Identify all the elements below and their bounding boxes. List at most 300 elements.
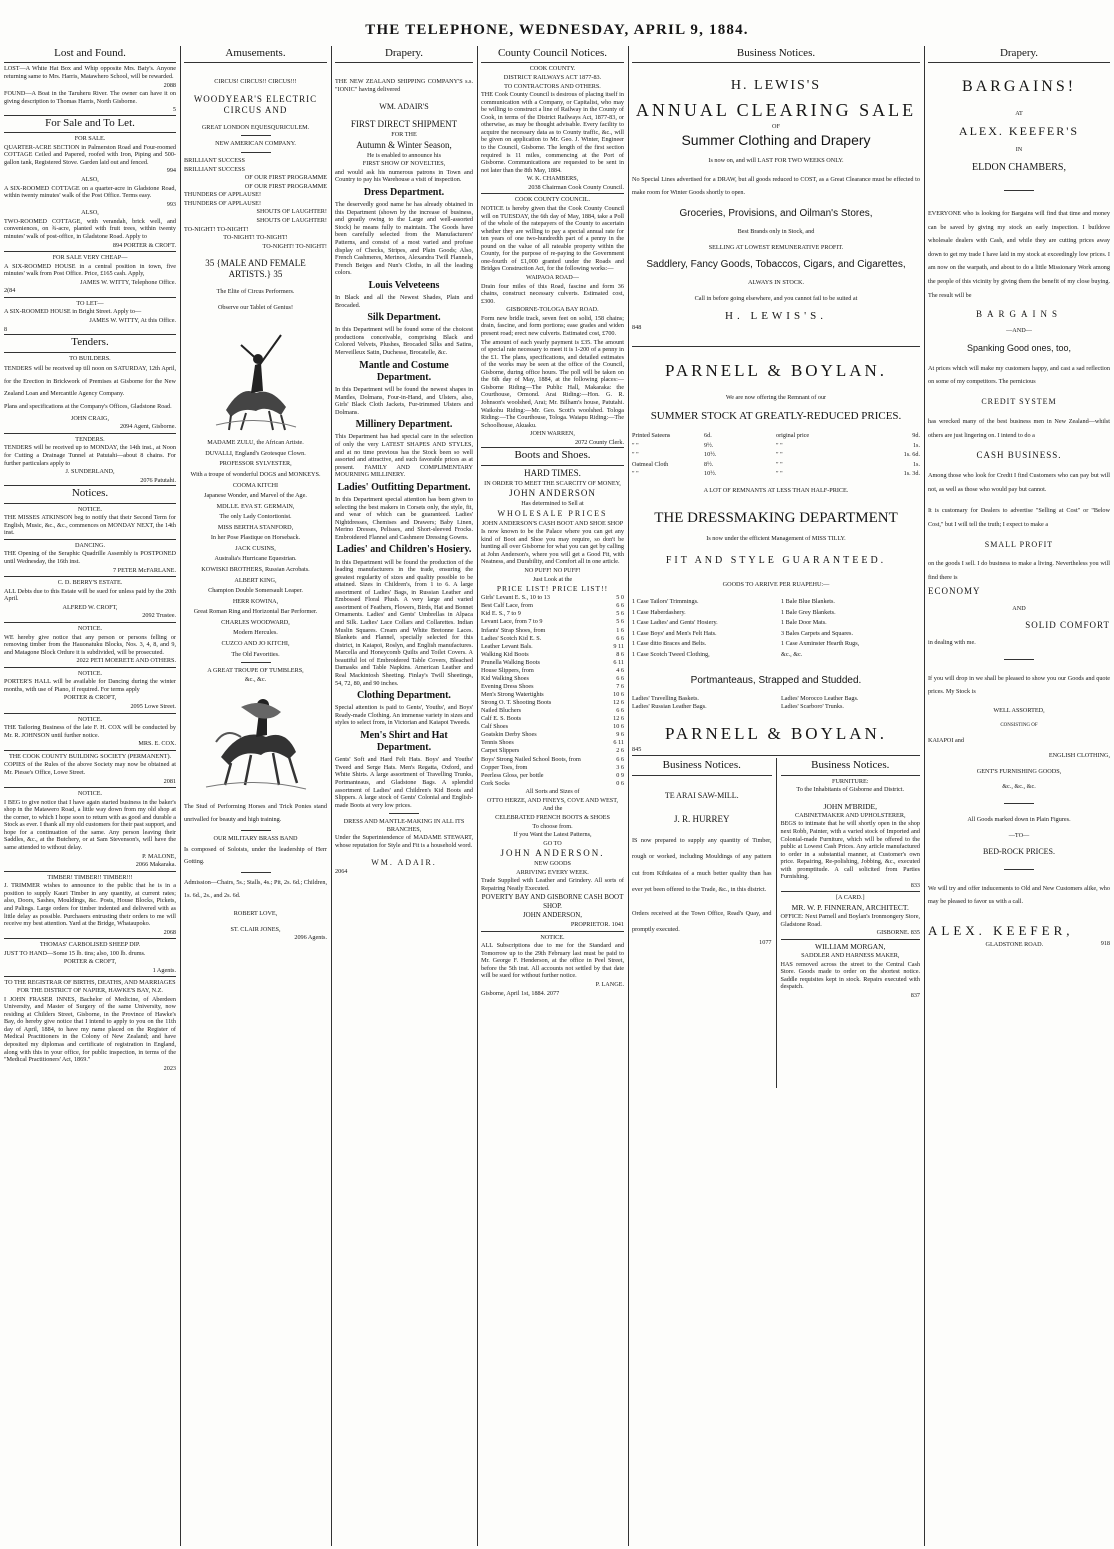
keefer-text: has wrecked many of the best business men in New Zealand—whilst others are just lingering on. I intend to do a: [928, 417, 1110, 439]
section-heading: For Sale and To Let.: [4, 115, 176, 133]
ad-heading: TO LET—: [76, 299, 104, 307]
notice-text: THE Cook County Council is desirous of placing itself in communication with a Company, or Capitalist, who may be willing to construct a line of Railway in the County of Cook, in terms of the District Railways Act, 1877-83, or otherwise, as may be thought advisable. Every facility to acquire the necessary data as to County traffic, &c., will be given on application to Mr. Geo. J. Winter, Engineer to the Council, Gisborne. The length of the first section required is 11 miles, commencing at the Port of Gisborne. Communications are requested to be sent in not later than the 8th May, 1884.: [481, 91, 624, 174]
column-rule: [924, 46, 925, 1546]
boots-name: JOHN ANDERSON: [509, 488, 596, 499]
masthead: [0, 0, 1114, 44]
column-rule: [180, 46, 181, 1546]
promo-line: TO-NIGHT! TO-NIGHT!: [184, 225, 249, 233]
section-heading: Drapery.: [928, 46, 1110, 63]
adair-line: FOR THE: [391, 131, 417, 139]
ad-text: COPIES of the Rules of the above Society may now be obtained at Mr. Piesse's Office, Lowe Street.: [4, 761, 176, 776]
divider: [241, 662, 271, 663]
keefer-bargains-2: BARGAINS: [975, 309, 1062, 320]
keefer-text: It is customary for Dealers to advertise "Selling at Cost" or "Below Cost," but I will tell the truth; I expect to make a: [928, 507, 1110, 529]
divider: [4, 667, 176, 668]
hurrey-text: Orders received at the Town Office, Read's Quay, and promptly executed.: [632, 909, 772, 933]
price-row: [481, 594, 624, 602]
keefer-cash-business: CASH BUSINESS.: [976, 450, 1062, 461]
circus-tagline: The Elite of Circus Performers.: [216, 288, 295, 296]
price-item-name: Kid E. S., 7 to 9: [481, 610, 521, 618]
ad-text: THE Tailoring Business of the late F. H. COX will be conducted by Mr. R. JOHNSON until further notice.: [4, 724, 176, 739]
price-list-heading: PRICE LIST! PRICE LIST!!: [496, 584, 609, 594]
adair-line: FIRST SHOW OF NOVELTIES,: [362, 160, 446, 168]
pb-price-cell: " ": [632, 470, 639, 478]
ad-heading: NOTICE.: [77, 624, 103, 632]
pb-case-item: 3 Bales Carpets and Squares.: [781, 629, 853, 637]
price-item-value: 9 11: [613, 642, 624, 650]
dept-text: In this Department will be found the newest shapes in Mantles, Dolmans, Four-in-Hand, and Ulsters, also, Girls' Black Cloth Jackets, Fur-trimmed Ulsters and Dolmans.: [335, 385, 473, 416]
boots-line: JOHN ANDERSON,: [522, 911, 583, 920]
column-lost-found: [4, 46, 176, 1546]
pb-cases: [632, 595, 920, 661]
lewis-text: No Special Lines advertised for a DRAW, but all goods reduced to COST, as a Great Clearance must be effected to make room for Winter Goods shortly to open.: [632, 175, 920, 197]
pb-price-row: [632, 451, 920, 459]
section-heading: Lost and Found.: [4, 46, 176, 63]
ad-number: 845: [632, 745, 642, 753]
boots-line: NEW GOODS: [534, 860, 571, 868]
keefer-line: IN: [1015, 146, 1023, 154]
price-row: [481, 699, 624, 707]
price-item-name: Cork Socks: [481, 779, 510, 787]
ad-text: TENDERS will be received up to MONDAY, the 14th inst., at Noon for Cutting a Drainage Tunnel at Patutahi—about 8 chains. For further particulars apply to: [4, 444, 176, 467]
ad-signature: MRS. E. COX.: [138, 740, 176, 748]
ad-signature: 2076 Patutahi.: [140, 476, 176, 484]
dept-text: In Black and all the Newest Shades, Plain and Brocaded.: [335, 294, 473, 309]
boots-line: All Sorts and Sizes of: [525, 788, 580, 796]
promo-line: SHOUTS OF LAUGHTER!: [256, 216, 327, 224]
price-item-name: Boys' Strong Nailed School Boots, from: [481, 755, 581, 763]
notice-signature: P. LANGE.: [595, 980, 624, 988]
price-item-value: 5 0: [616, 594, 624, 602]
act-item: KOWISKI BROTHERS, Russian Acrobats.: [201, 566, 310, 574]
ad-number: 2068: [163, 928, 176, 936]
ad-number: 8: [4, 325, 8, 333]
price-row: [481, 707, 624, 715]
pb-dressmaking: THE DRESSMAKING DEPARTMENT: [654, 509, 898, 526]
act-item: PROFESSOR SYLVESTER,: [219, 460, 292, 468]
price-item-value: 7 6: [616, 682, 624, 690]
keefer-line: WELL ASSORTED,: [993, 707, 1045, 715]
notice-text: NOTICE is hereby given that the Cook County Council will on TUESDAY, the 6th day of May, 1884, take a Poll of the whole of the ratepayers of the County to ascertain whether they are willing to pay a special annual rate for ten years of one two-hundredth part of a penny in the pound on the value of all rateable property within the County, for the purpose of re-paying to the Government one-fourth of £1,000 granted under the Roads and Bridges Construction Act, for the following works:—: [481, 204, 624, 273]
promo-line: OF OUR FIRST PROGRAMME: [244, 174, 327, 182]
dept-text: The deservedly good name he has already obtained in this Department (shown by the increase of business, and greatly owing to the Large and well-assorted Stock) he means fully to maintain. The Goods have been carefully selected from the Manufacturers' Patterns, and consist of a most varied and profuse display of Checks, Stripes, and Plain Goods; Also, French Cashmeres, Merinos, Alexandra Twill Flannels, French Beiges and Nun's Cloths, in all the leading colors.: [335, 201, 473, 277]
promo-line: SHOUTS OF LAUGHTER!: [256, 208, 327, 216]
boots-line: And the: [542, 805, 563, 813]
dressmaking-heading: DRESS AND MANTLE-MAKING IN ALL ITS BRANCHES,: [343, 818, 465, 833]
dept-heading: Clothing Department.: [357, 690, 451, 702]
pb-case-item: 1 Case Axminster Hearth Rugs,: [781, 640, 860, 648]
dept-heading: Mantle and Costume Department.: [359, 359, 449, 383]
price-item-name: Carpet Slippers: [481, 747, 520, 755]
boots-text: Trade Supplied with Leather and Grindery. All sorts of Repairing Neatly Executed.: [481, 877, 624, 892]
ad-number: 2023: [163, 1064, 176, 1072]
price-item-value: 6 6: [616, 755, 624, 763]
mbride-name: JOHN M'BRIDE,: [823, 801, 877, 811]
boots-line: Has determined to Sell at: [521, 500, 584, 508]
pb-bag-item: Ladies' Scarboro' Trunks.: [781, 703, 844, 711]
ad-heading: NOTICE.: [77, 505, 103, 513]
ad-text: TENDERS will be received up till noon on SATURDAY, 12th April, for the Erection in Brickwork of Premises at Gisborne for the New Zealand Loan and Mercantile Agency Company.: [4, 365, 176, 397]
ad-heading: NOTICE.: [77, 669, 103, 677]
mbride-text: BEGS to intimate that he will shortly open in the shop next Robb, Painter, with a varied stock of Imported and Colonial-made Furniture, which will be offered to the public at Lowest Cash Prices. Any article manufactured to order in a substantial manner, at Customer's own price. Repairing, Re-polishing, Jobbing, &c., executed with promptitude. A call solicited from Parties Furnishing.: [780, 820, 920, 881]
ad-signature: J. SUNDERLAND,: [65, 468, 115, 476]
circus-banner: CIRCUS! CIRCUS!! CIRCUS!!!: [214, 78, 297, 86]
keefer-solid-comfort: SOLID COMFORT: [1025, 620, 1110, 631]
ad-heading: ALSO,: [81, 176, 99, 183]
ad-number: 2064: [335, 868, 348, 876]
notice-heading: NOTICE.: [540, 933, 565, 941]
price-item-name: Tennis Shoes: [481, 739, 514, 747]
divider: [1004, 869, 1034, 870]
pb-bag-item: Ladies' Morocco Leather Bags.: [781, 694, 859, 702]
pb-price-row: [632, 461, 920, 469]
lewis-name: H. LEWIS'S.: [725, 309, 827, 322]
pb-case-item: 1 Case Ladies' and Gents' Hosiery.: [632, 619, 718, 627]
divider: [4, 433, 176, 434]
keefer-line: AT: [1015, 109, 1023, 117]
promo-line: BRILLIANT SUCCESS: [184, 165, 245, 173]
act-item: The Old Favorities.: [231, 650, 280, 658]
price-row: [481, 731, 624, 739]
dept-text: In this Department special attention has been given to selecting the best makers in Corsets only, the style, fit, and wear of which can be guaranteed. Ladies' Nightdresses, Chemises and Drawers; Baby Linen, Merino Dresses, Pelisses, and Short-sleeved Frocks. Embroidered Flannel and Cashmere Dressing Gowns.: [335, 495, 473, 541]
pb-price-cell: " ": [776, 451, 783, 459]
section-heading: Amusements.: [184, 46, 327, 63]
ad-text: JUST TO HAND—Some 15 lb. tins; also, 100 lb. drums.: [4, 949, 146, 957]
keefer-name: ALEX. KEEFER'S: [958, 124, 1080, 139]
keefer-text: We will try and offer inducements to Old and New Customers alike, who may be pleased to favor us with a call.: [928, 884, 1110, 906]
notice-signature: W. K. CHAMBERS,: [526, 175, 579, 183]
pb-case-item: 1 Bale Door Mats.: [781, 619, 827, 627]
adair-name: WM. ADAIR'S: [379, 101, 429, 111]
column-business-notices: [632, 46, 920, 1546]
price-item-name: Best Calf Lace, from: [481, 602, 533, 610]
pb-price-cell: 10½.: [704, 470, 717, 478]
act-item: MADAME ZULU, the African Artiste.: [207, 439, 304, 447]
ad-text: LOST—A White Hat Box and Whip opposite Mrs. Baty's. Anyone returning same to Mrs. Harris, Matawhero School, will be rewarded.: [4, 65, 176, 80]
agent-name: ROBERT LOVE,: [233, 910, 278, 918]
pb-price-cell: 1s. 6d.: [903, 451, 920, 459]
act-item: Champion Double Somersault Leaper.: [208, 587, 303, 595]
ad-number: 2(84: [4, 287, 16, 295]
pb-case-item: 1 Case Tailors' Trimmings.: [632, 598, 699, 606]
price-item-name: Goatskin Derby Shoes: [481, 731, 537, 739]
price-item-value: 5 6: [616, 610, 624, 618]
divider: [4, 787, 176, 788]
price-row: [481, 659, 624, 667]
ad-number: 2096 Agents.: [294, 934, 327, 942]
ad-text: ALL Debts due to this Estate will be sued for unless paid by the 20th April.: [4, 587, 176, 603]
divider: [4, 539, 176, 540]
ad-signature: JAMES W. WITTY, At this Office.: [89, 317, 176, 324]
mbride-trade: CABINETMAKER AND UPHOLSTERER,: [794, 811, 906, 819]
boots-line: PROPRIETOR. 1041: [570, 921, 624, 929]
pb-line: Is now under the efficient Management of MISS TILLY.: [706, 534, 846, 542]
act-item: DUVALLI, England's Grotesque Clown.: [205, 449, 306, 457]
ad-text: THE Opening of the Seraphic Quadrille Assembly is POSTPONED until Wednesday, the 16th inst.: [4, 550, 176, 565]
boots-line: If you Want the Latest Patterns,: [513, 831, 592, 839]
keefer-line: &c., &c., &c.: [1002, 783, 1036, 791]
price-row: [481, 618, 624, 626]
pb-remnants: A LOT OF REMNANTS AT LESS THAN HALF-PRICE.: [703, 487, 849, 495]
keefer-line: All Goods marked down in Plain Figures.: [967, 815, 1071, 823]
ad-number: 2081: [163, 777, 176, 785]
notice-signature: 2072 County Clerk.: [575, 438, 624, 446]
act-item: Japanese Wonder, and Marvel of the Age.: [204, 492, 307, 500]
keefer-economy: ECONOMY: [928, 585, 981, 596]
act-item: MISS BERTHA STANFORD,: [217, 523, 294, 531]
finneran-name: MR. W. P. FINNERAN, ARCHITECT.: [791, 903, 909, 913]
pb-price-cell: " ": [632, 441, 639, 449]
section-heading: County Council Notices.: [481, 46, 624, 63]
pb-line: GOODS TO ARRIVE PER RUAPEHU:—: [722, 580, 830, 588]
sawmill-name: TE ARAI SAW-MILL.: [664, 790, 739, 800]
ad-heading: THOMAS' CARBOLISED SHEEP DIP.: [39, 941, 141, 949]
divider: [389, 813, 419, 814]
keefer-text: on the goods I sell. I do business to make a living. Nevertheless you will find there is: [928, 560, 1110, 582]
section-heading: Tenders.: [4, 334, 176, 352]
pb-price-cell: " ": [632, 451, 639, 459]
price-row: [481, 756, 624, 764]
notice-signature: 2038 Chairman Cook County Council.: [528, 183, 624, 191]
pb-cases-right: [781, 595, 920, 661]
lewis-name: H. LEWIS'S: [730, 78, 822, 94]
ad-text: A SIX-ROOMED COTTAGE on a quarter-acre in Gladstone Road, within twenty minutes' walk of the Post Office. Terms easy.: [4, 184, 176, 200]
boots-name: JOHN ANDERSON.: [500, 848, 605, 859]
circus-name: WOODYEAR'S ELECTRIC CIRCUS AND: [193, 93, 318, 115]
price-item-value: 10 6: [613, 723, 624, 731]
card-label: [A CARD.]: [835, 894, 865, 902]
ad-text: QUARTER-ACRE SECTION in Palmerston Road and Four-roomed COTTAGE Ceiled and Papered, roofed with Iron, Piping and 500-gallon tank, Registered Stove. Garden laid out and fenced.: [4, 143, 176, 166]
pb-summer-stock: SUMMER STOCK AT GREATLY-REDUCED PRICES.: [650, 409, 902, 422]
adair-intro: THE NEW ZEALAND SHIPPING COMPANY'S s.s. "IONIC" having delivered: [335, 78, 473, 93]
price-item-name: Walking Kid Boots: [481, 650, 529, 658]
ad-signature: 2022 PETI MOERETE AND OTHERS.: [76, 657, 176, 665]
pb-price-row: [632, 432, 920, 440]
keefer-small-profit: SMALL PROFIT: [984, 539, 1054, 549]
keefer-text: At prices which will make my customers happy, and cast a sad reflection on some of my competitors. The pernicious: [928, 364, 1110, 386]
ad-number: 993: [166, 200, 176, 208]
promo-line: THUNDERS OF APPLAUSE!: [184, 191, 262, 199]
price-item-name: Strong O. T. Shooting Boots: [481, 699, 552, 707]
dept-heading: Ladies' and Children's Hosiery.: [336, 544, 472, 556]
price-list: [481, 594, 624, 787]
admission-text: Admission—Chairs, 5s.; Stalls, 4s.; Pit, 2s. 6d.; Children, 1s. 6d., 2s., and 2s. 6d.: [184, 879, 327, 899]
pb-price-cell: 9d.: [912, 432, 920, 440]
promo-line: OF OUR FIRST PROGRAMME: [244, 182, 327, 190]
act-item: COOMA KITCHI: [232, 481, 279, 489]
band-heading: OUR MILITARY BRASS BAND: [213, 835, 298, 843]
dept-heading: Silk Department.: [367, 312, 441, 324]
pb-case-item: 1 Case Boys' and Men's Felt Hats.: [632, 629, 717, 637]
price-item-name: Prunella Walking Boots: [481, 658, 540, 666]
ad-text: TWO-ROOMED COTTAGE, with verandah, brick well, and conveniences, on ¾-acre, planted with fruit trees, within twenty minutes' walk of post-office, in Gladstone Road. Apply to: [4, 217, 176, 240]
dept-heading: Men's Shirt and Hat Department.: [360, 729, 448, 754]
ad-signature: JOHN CRAIG,: [70, 414, 110, 422]
act-item: The only Lady Contortionist.: [219, 513, 292, 521]
column-rule: [477, 46, 478, 1546]
divider: [4, 297, 176, 298]
notice-heading: GISBORNE-TOLOGA BAY ROAD.: [506, 306, 599, 314]
pb-cases-left: [632, 595, 771, 661]
divider: [481, 931, 624, 932]
notice-heading: WAIPAOA ROAD—: [526, 274, 579, 282]
pb-bag-item: Ladies' Russian Leather Bags.: [632, 703, 707, 711]
price-item-value: 0 9: [616, 771, 624, 779]
adair-line: and would ask his numerous patrons in Town and Country to pay his Warehouse a visit of inspection.: [335, 168, 473, 184]
price-row: [481, 723, 624, 731]
dept-text: In this Department will be found the production of the leading manufacturers in the trade, ensuring the greatest regularity of sizes and quality possible to be attained. Sizes in Children's, from 1 to 6. A large assortment of Ladies' Bags, in Russian Leather and Embossed Floral Plush. A very large and varied assortment of Feathers, Flowers, Birds, Hat and Bonnet Ornaments. Ladies' and Gents' Umbrellas in Alpaca and Silk. Ladies' Lace Collars and Collarettes. Indian Muslin Squares. Cream and White Bretonne Laces. Blankets and Flannel, specially selected for this district, in Kaiapoi, Roslyn, and English manufactures. Marcella and Honeycomb Quilts and Toilet Covers. A beautiful lot of Embroidered Table Covers, Bleached Damasks and Table Napkins. American Leather and Real Mackintosh Sheeting. Finlay's Twill Sheetings, 54, 72, 80, and 90 inches.: [335, 558, 473, 687]
ad-heading: THE COOK COUNTY BUILDING SOCIETY (PERMANENT).: [8, 752, 172, 760]
price-item-name: Copper Toes, from: [481, 763, 528, 771]
notice-signature: Gisborne, April 1st, 1884. 2077: [481, 989, 560, 997]
pb-case-item: 1 Case Haberdashery.: [632, 608, 686, 616]
act-item: Australia's Hurricane Equestrian.: [214, 555, 297, 563]
pb-price-cell: Printed Sateens: [632, 432, 671, 440]
keefer-line: CONSISTING OF: [1000, 722, 1038, 728]
act-item: ALBERT KING,: [234, 576, 277, 584]
keefer-text: Among those who look for Credit I find Customers who can pay but will not, as well as those who would pay but cannot.: [928, 472, 1110, 493]
finneran-place: GISBORNE. 835: [876, 929, 920, 937]
ad-text: THE MISSES ATKINSON beg to notify that their Second Term for English, Music, &c., &c., commences on MONDAY NEXT, the 14th inst.: [4, 514, 176, 537]
ad-heading: FOR SALE VERY CHEAP—: [52, 254, 128, 262]
boots-line: CELEBRATED FRENCH BOOTS & SHOES: [495, 813, 610, 821]
pb-case-item: 1 Bale Blue Blankets.: [781, 598, 835, 606]
keefer-spanking: Spanking Good ones, too,: [966, 342, 1072, 353]
divider: [241, 872, 271, 873]
price-item-value: 6 6: [616, 674, 624, 682]
price-item-value: 6 6: [616, 602, 624, 610]
ad-text: A SIX-ROOMED HOUSE in Bright Street. Apply to—: [4, 308, 142, 316]
lewis-sale-subtitle: Summer Clothing and Drapery: [681, 132, 871, 148]
pb-case-item: 1 Case Scotch Tweed Clothing,: [632, 651, 710, 659]
price-row: [481, 651, 624, 659]
act-list: [184, 439, 327, 658]
pb-price-row: [632, 470, 920, 478]
newspaper-title: THE TELEPHONE, WEDNESDAY, APRIL 9, 1884.: [365, 22, 749, 38]
keefer-address-row: [928, 940, 1110, 950]
ad-signature: 2095 Lowe Street.: [130, 703, 176, 710]
pb-price-cell: 8½.: [704, 460, 714, 468]
ad-number: 5: [172, 106, 176, 114]
dept-heading: Dress Department.: [363, 187, 445, 199]
price-item-value: 10 6: [613, 691, 624, 699]
price-item-value: 1 6: [616, 626, 624, 634]
promo-line: TO-NIGHT! TO-NIGHT!: [262, 242, 327, 250]
ad-heading: ALSO,: [81, 209, 99, 217]
keefer-text: If you will drop in we shall be pleased to show you our Goods and quote prices. My Stock is: [928, 674, 1110, 696]
divider: [4, 251, 176, 252]
pb-line: We are now offering the Remnant of our: [725, 394, 827, 402]
divider: [4, 938, 176, 939]
tumblers: A GREAT TROUPE OF TUMBLERS,: [207, 667, 304, 675]
ad-signature: 2066 Makaraka.: [135, 861, 176, 869]
notice-signature: JOHN WARREN,: [530, 430, 575, 438]
pb-bags: [632, 694, 920, 712]
price-item-name: Nailed Bluchers: [481, 707, 522, 715]
price-item-value: 12 6: [613, 715, 624, 723]
ad-text: PORTER'S HALL will be available for Dancing during the winter months, with use of Piano, if required. For terms apply: [4, 678, 176, 693]
parnell-boylan-name: PARNELL & BOYLAN.: [664, 723, 888, 743]
column-rule: [331, 46, 332, 1546]
price-row: [481, 739, 624, 747]
act-item: Great Roman Ring and Horizontal Bar Performer.: [193, 608, 318, 616]
ad-signature: 7 PETER McFARLANE.: [113, 566, 176, 574]
business-notices-right: [777, 758, 921, 1088]
promo-line: TO-NIGHT! TO-NIGHT!: [223, 234, 288, 242]
pb-price-cell: 6d.: [704, 432, 712, 440]
section-heading: Boots and Shoes.: [481, 447, 624, 465]
price-item-value: 6 11: [613, 739, 624, 747]
notice-text: ALL Subscriptions due to me for the Standard and Tomorrow up to the 29th February last must be paid to Mr. George F. Henderson, at the office in Peel Street, before the 5th inst. All accounts not settled by that date will be sued for without further notice.: [481, 942, 624, 980]
keefer-text: EVERYONE who is looking for Bargains will find that time and money can be saved by giving my stock an early inspection. I buildove wholesale dealers with Cash, and while they are cutting prices away down to get my trade I have laid in my stock at exceedingly low prices. I am now on the warpath, and about to do a little Missionary Work among the people of this vicinity by giving them the benefit of my close buying. The result will be: [928, 209, 1110, 299]
price-row: [481, 675, 624, 683]
notice-text: The amount of each yearly payment is £35. The amount of special rate necessary to meet it is 1-200 of a penny in the £1. The plans, specifications, and detailed estimates of the works may be seen at the office of the Council, Gisborne, during office hours. The poll will be taken on the 6th day of May, 1884, at the following places:— Gisborne Riding—The Public Hall, Makaraka: the Courthouse, Ormond. Arai Riding:—Hon. G. R. Johnson's woolshed, Arai; Mr. Bilham's house, Patutahi. Waikohu Riding:—Mr. Geo. Scott's woolshed. Tologa Riding:—The Courthouse, Tologa. Waiapu Riding:—The Schoolhouse, Akuaku.: [481, 338, 624, 429]
lewis-groceries: Groceries, Provisions, and Oilman's Stores,: [679, 207, 873, 219]
ad-signature: PORTER & CROFT,: [63, 694, 117, 702]
divider: [781, 939, 921, 940]
ad-number: 848: [632, 323, 642, 331]
keefer-line: GENT'S FURNISHING GOODS,: [976, 767, 1062, 775]
price-row: [481, 643, 624, 651]
notice-heading: TO CONTRACTORS AND OTHERS.: [504, 82, 601, 90]
pb-price-row: [632, 442, 920, 450]
divider: [4, 976, 176, 977]
finneran-text: OFFICE: Next Parnell and Boylan's Ironmongery Store, Gladstone Road.: [780, 913, 920, 928]
divider: [4, 871, 176, 872]
boots-line: IN ORDER TO MEET THE SCARCITY OF MONEY,: [484, 479, 621, 487]
keefer-credit: CREDIT SYSTEM: [981, 397, 1057, 407]
pb-price-cell: " ": [776, 460, 783, 468]
lewis-line: OF: [772, 123, 780, 131]
business-notices-left: [632, 758, 777, 1088]
price-item-name: House Slippers, from: [481, 666, 534, 674]
pb-price-cell: Oatmeal Cloth: [632, 460, 669, 468]
price-row: [481, 764, 624, 772]
ad-text: FOUND—A Boat in the Taruheru River. The owner can have it on giving description to Thomas Harris, North Gisborne.: [4, 90, 176, 105]
pb-price-cell: " ": [776, 441, 783, 449]
price-item-name: Calf Shoes: [481, 723, 508, 731]
ad-heading: TENDERS.: [75, 435, 105, 443]
boots-banner: WHOLESALE PRICES: [497, 508, 608, 518]
morgan-trade: SADDLER AND HARNESS MAKER,: [801, 952, 900, 960]
keefer-address: GLADSTONE ROAD.: [985, 940, 1044, 948]
ad-signature: ALFRED W. CROFT,: [62, 603, 118, 611]
act-item: In her Pose Plastique on Horseback.: [210, 534, 301, 542]
divider: [4, 622, 176, 623]
notice-text: Form new bridle track, seven feet on solid, 158 chains; drain, fascine, and form portions; ease grades and widen present road; erect new culverts. Estimated cost, £700.: [481, 314, 624, 337]
pb-portmanteaus: Portmanteaus, Strapped and Studded.: [690, 674, 862, 686]
boots-line: Just Look at the: [532, 575, 573, 583]
price-row: [481, 602, 624, 610]
boots-line: NO PUFF! NO PUFF!: [524, 567, 581, 574]
price-row: [481, 691, 624, 699]
band-text: Is composed of Soloists, under the leadership of Herr Gotting.: [184, 845, 327, 865]
ad-number: 2088: [163, 81, 176, 89]
column-county-council: [481, 46, 624, 1546]
price-item-value: 4 6: [616, 666, 624, 674]
boots-line: OTTO HERZE, AND FINEYS, COVE AND WEST,: [486, 796, 619, 804]
price-item-value: 0 6: [616, 779, 624, 787]
price-item-name: Levant Lace, from 7 to 9: [481, 618, 543, 626]
notice-text: Drain four miles of this Road, fascine and form 36 chains, construct necessary culverts. Estimated cost, £300.: [481, 282, 624, 305]
keefer-line: AND: [1012, 604, 1026, 612]
boots-banner: HARD TIMES.: [524, 467, 581, 478]
price-row: [481, 780, 624, 788]
section-heading: Business Notices.: [632, 46, 920, 63]
divider: [1004, 659, 1034, 660]
ad-heading: TO BUILDERS.: [69, 354, 111, 362]
pb-price-table: [632, 432, 920, 478]
